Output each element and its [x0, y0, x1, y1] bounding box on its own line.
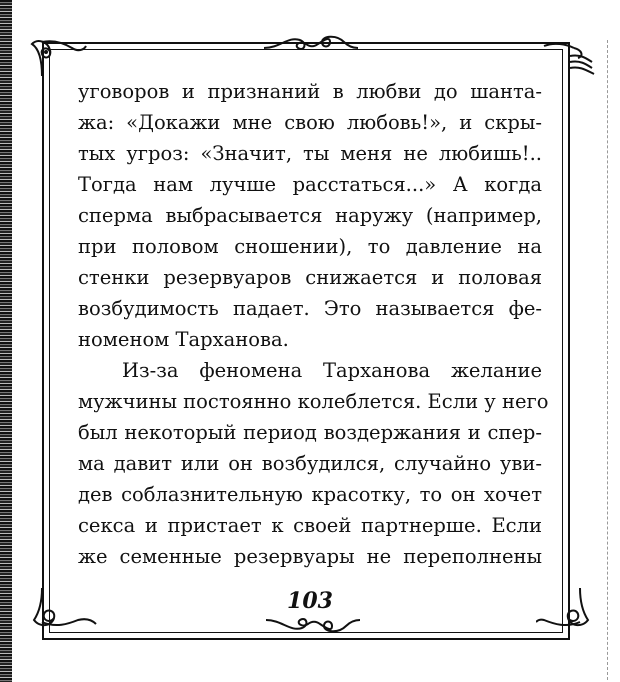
page-number: 103 [287, 588, 333, 614]
paragraph [78, 76, 542, 355]
text-line: при половом сношении), то давление на [78, 235, 542, 258]
corner-ornament-top-left [28, 28, 88, 78]
body-text [78, 76, 549, 572]
corner-ornament-top-right [540, 32, 600, 82]
text-line: секса и пристает к своей партнерше. Если [78, 514, 542, 537]
text-line: Из-за феномена Тарханова желание [122, 359, 542, 382]
text-line: мужчины постоянно колеблется. Если у него [78, 390, 549, 413]
book-binding-edge [0, 0, 12, 682]
paragraph [78, 355, 549, 572]
text-line: сперма выбрасывается наружу (например, [78, 204, 542, 227]
text-line: же семенные резервуары не переполнены [78, 545, 542, 568]
text-line: жа: «Докажи мне свою любовь!», и скры- [78, 111, 542, 134]
text-line: дев соблазнительную красотку, то он хочет [78, 483, 542, 506]
text-line: тых угроз: «Значит, ты меня не любишь!.. [78, 142, 542, 165]
text-line: номеном Тарханова. [78, 328, 289, 351]
page-right-edge [607, 40, 610, 680]
text-line: возбудимость падает. Это называется фе- [78, 297, 542, 320]
top-center-ornament [260, 28, 360, 58]
text-line: ма давит или он возбудился, случайно уви- [78, 452, 542, 475]
text-line: уговоров и признаний в любви до шанта- [78, 80, 542, 103]
text-line: Тогда нам лучше расстаться...» А когда [78, 173, 542, 196]
text-line: был некоторый период воздержания и спер- [78, 421, 542, 444]
bottom-center-ornament [262, 610, 362, 640]
text-line: стенки резервуаров снижается и половая [78, 266, 542, 289]
